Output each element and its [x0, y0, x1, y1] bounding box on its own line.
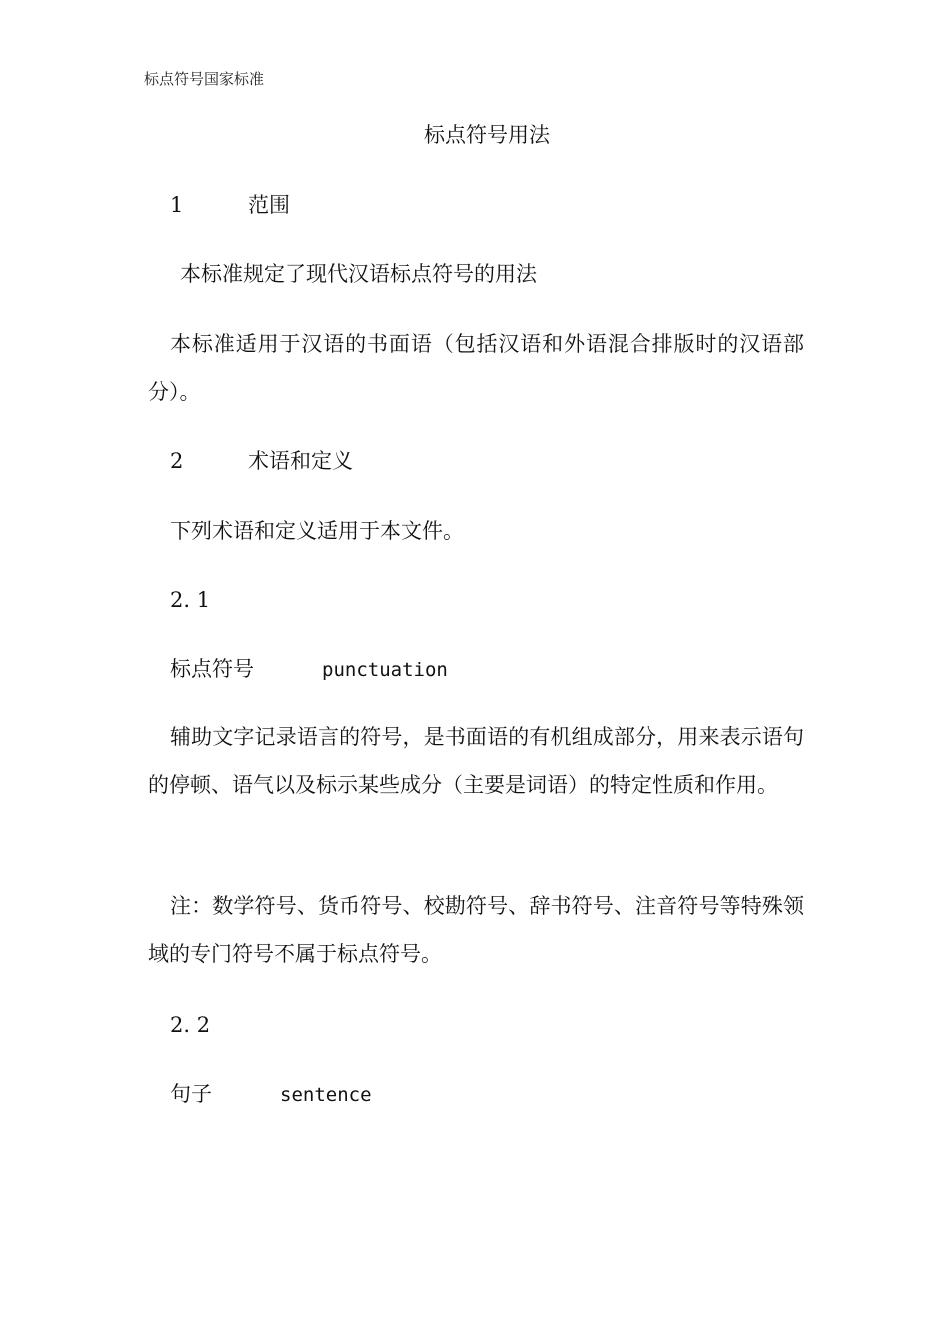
document-title: 标点符号用法	[424, 123, 550, 147]
section-number: 2	[170, 449, 184, 473]
term-english: sentence	[280, 1084, 372, 1106]
section-2-heading	[170, 446, 353, 476]
term-chinese: 句子	[170, 1082, 212, 1106]
term-number: 2. 2	[170, 1013, 211, 1037]
paragraph: 本标准适用于汉语的书面语（包括汉语和外语混合排版时的汉语部分）。	[148, 332, 804, 404]
section-title: 术语和定义	[248, 449, 353, 473]
term-number: 2. 1	[170, 588, 211, 612]
term-entry	[170, 654, 448, 685]
section-number: 1	[170, 193, 184, 217]
paragraph: 本标准规定了现代汉语标点符号的用法	[180, 262, 537, 286]
section-1-heading	[170, 190, 290, 220]
paragraph: 下列术语和定义适用于本文件。	[170, 519, 464, 543]
note-paragraph: 注：数学符号、货币符号、校勘符号、辞书符号、注音符号等特殊领域的专门符号不属于标点符号。	[148, 894, 804, 966]
definition-paragraph: 辅助文字记录语言的符号，是书面语的有机组成部分，用来表示语句的停顿、语气以及标示某些成分（主要是词语）的特定性质和作用。	[148, 725, 804, 797]
section-title: 范围	[248, 193, 290, 217]
term-entry	[170, 1079, 372, 1110]
running-header: 标点符号国家标准	[144, 70, 265, 88]
term-english: punctuation	[322, 659, 448, 681]
term-chinese: 标点符号	[170, 657, 254, 681]
